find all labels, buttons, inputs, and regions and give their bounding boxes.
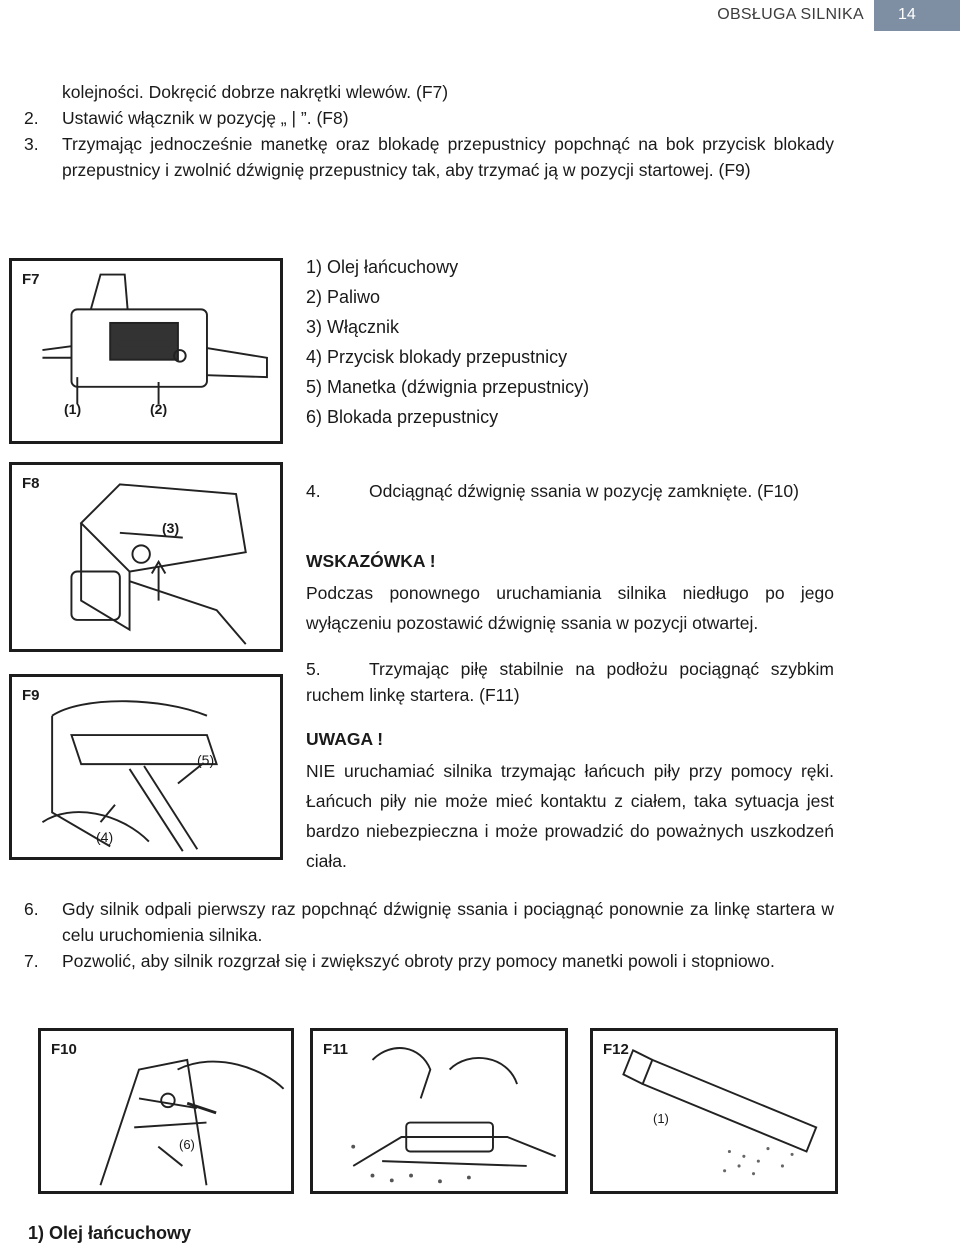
- step-4-text: Odciągnąć dźwignię ssania w pozycję zamknięte. (F10): [369, 481, 799, 501]
- figure-f10: [38, 1028, 294, 1194]
- step-6-text: Gdy silnik odpali pierwszy raz popchnąć dźwignię ssania i pociągnąć ponownie za linkę startera w celu uruchomienia silnika.: [62, 899, 834, 945]
- step-2-text: Ustawić włącznik w pozycję „ | ”. (F8): [62, 108, 349, 128]
- figure-f12-label: F12: [603, 1041, 629, 1058]
- callout-6: (6): [179, 1137, 195, 1152]
- chainsaw-side-illustration: [12, 261, 280, 441]
- step-2-number: 2.: [24, 108, 39, 128]
- figure-f8-label: F8: [22, 475, 40, 492]
- step-4-number: 4.: [306, 481, 321, 501]
- legend-item-6: 6) Blokada przepustnicy: [306, 407, 499, 427]
- step-3-number: 3.: [24, 134, 39, 154]
- step-3-text: Trzymając jednocześnie manetkę oraz blokadę przepustnicy popchnąć na bok przycisk blokady przepustnicy i zwolnić dźwignię przepustnicy tak, aby trzymać ją w pozycji startowej. (F9): [62, 134, 834, 180]
- page-number: 14: [874, 0, 960, 31]
- page-header: [717, 0, 960, 31]
- callout-1: (1): [64, 401, 82, 417]
- step-7-number: 7.: [24, 951, 39, 971]
- hint-text: Podczas ponownego uruchamiania silnika niedługo po jego wyłączeniu pozostawić dźwignię ssania w pozycji otwartej.: [306, 583, 834, 633]
- throttle-illustration: [12, 677, 280, 857]
- warning-text: NIE uruchamiać silnika trzymając łańcuch piły przy pomocy ręki. Łańcuch piły nie może mieć kontaktu z ciałem, taka sytuacja jest bardzo niebezpieczna i może prowadzić do poważnych uszkodzeń ciała.: [306, 761, 834, 871]
- figure-f9-label: F9: [22, 687, 40, 704]
- choke-lever-illustration: [41, 1031, 291, 1191]
- figure-f11-label: F11: [323, 1041, 349, 1058]
- legend-item-2: 2) Paliwo: [306, 287, 381, 307]
- section-title: OBSŁUGA SILNIKA: [717, 6, 864, 23]
- step-5-text: Trzymając piłę stabilnie na podłożu pociągnąć szybkim ruchem linkę startera. (F11): [306, 659, 834, 705]
- legend-item-1: 1) Olej łańcuchowy: [306, 257, 459, 277]
- chain-oil-illustration: [593, 1031, 835, 1191]
- warning-title: UWAGA !: [306, 729, 384, 749]
- figure-f7: [9, 258, 283, 444]
- step-6-number: 6.: [24, 899, 39, 919]
- footer-caption: 1) Olej łańcuchowy: [28, 1223, 192, 1243]
- step-7-text: Pozwolić, aby silnik rozgrzał się i zwiększyć obroty przy pomocy manetki powoli i stopniowo.: [62, 951, 775, 971]
- legend-item-3: 3) Włącznik: [306, 317, 400, 337]
- intro-continued-line: kolejności. Dokręcić dobrze nakrętki wlewów. (F7): [62, 82, 449, 102]
- starter-pull-illustration: [313, 1031, 565, 1191]
- figure-f8: [9, 462, 283, 652]
- callout-3: (3): [162, 520, 180, 536]
- legend-item-4: 4) Przycisk blokady przepustnicy: [306, 347, 568, 367]
- callout-1-f12: (1): [653, 1111, 669, 1126]
- callout-5: (5): [197, 752, 215, 768]
- switch-illustration: [12, 465, 280, 649]
- callout-2: (2): [150, 401, 168, 417]
- step-5-number: 5.: [306, 659, 321, 679]
- figure-f9: [9, 674, 283, 860]
- figure-f12: [590, 1028, 838, 1194]
- callout-4: (4): [96, 829, 114, 845]
- legend-item-5: 5) Manetka (dźwignia przepustnicy): [306, 377, 590, 397]
- figure-f10-label: F10: [51, 1041, 77, 1058]
- figure-f7-label: F7: [22, 271, 40, 288]
- hint-title: WSKAZÓWKA !: [306, 551, 436, 571]
- figure-f11: [310, 1028, 568, 1194]
